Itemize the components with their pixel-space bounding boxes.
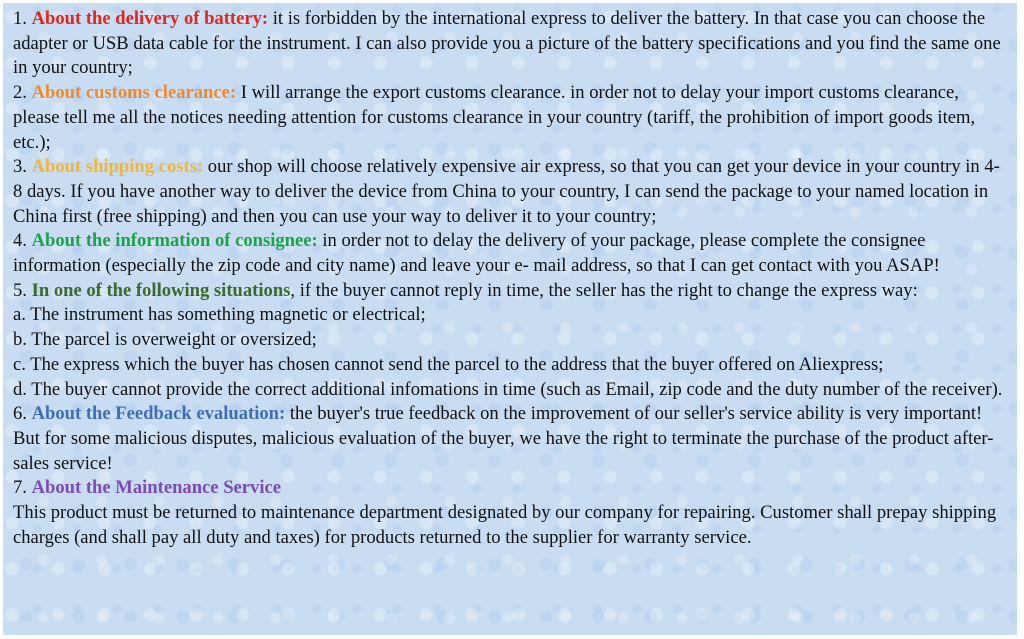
section-6 <box>13 402 1008 476</box>
section-1 <box>13 7 1008 81</box>
section-number: 7. <box>13 477 32 499</box>
section-text: it is forbidden by the international express to deliver the battery. In that case you can choose the adapter or USB data cable for the instrument. I can also provide you a picture of the battery specifications and you find the same one in your country; <box>13 8 1001 79</box>
section-heading: About the delivery of battery: <box>31 8 269 29</box>
section-3 <box>13 155 1008 229</box>
section-heading: About the information of consignee: <box>31 230 318 252</box>
section-number: 1. <box>13 8 32 29</box>
section-text: the buyer's true feedback on the improvement of our seller's service ability is very important! But for some malicious disputes, malicious evaluation of the buyer, we have the right to terminate the purchase of the product after-sales service! <box>13 403 994 474</box>
section-number: 4. <box>13 230 32 252</box>
list-item: c. The express which the buyer has chosen cannot send the parcel to the address that the buyer offered on Aliexpress; <box>13 353 884 375</box>
section-7-body: This product must be returned to maintenance department designated by our company for repairing. Customer shall prepay shipping charges (and shall pay all duty and taxes) for products returned to the supplier for warranty service. <box>13 502 997 548</box>
section-number: 6. <box>13 403 32 425</box>
section-5 <box>13 279 1008 304</box>
section-4 <box>13 229 1008 278</box>
list-item: b. The parcel is overweight or oversized; <box>13 329 317 351</box>
section-heading: About customs clearance: <box>31 82 237 104</box>
section-text: our shop will choose relatively expensive air express, so that you can get your device in your country in 4-8 days. If you have another way to deliver the device from China to your country, I can send the package to your named location in China first (free shipping) and then you can use your way to deliver it to your country; <box>13 156 1000 227</box>
section-text: I will arrange the export customs clearance. in order not to delay your import customs clearance, please tell me all the notices needing attention for customs clearance in your country (tariff, the prohibition of import goods item, etc.); <box>13 82 976 153</box>
policy-panel <box>3 3 1017 635</box>
section-heading: In one of the following situations <box>31 279 291 301</box>
section-2 <box>13 81 1008 155</box>
section-7 <box>13 476 1008 501</box>
section-number: 3. <box>13 156 32 178</box>
list-item: a. The instrument has something magnetic or electrical; <box>13 304 426 326</box>
policy-document <box>13 7 1008 550</box>
section-heading: About the Feedback evaluation: <box>31 403 286 425</box>
section-text: , if the buyer cannot reply in time, the seller has the right to change the express way: <box>290 279 918 301</box>
section-heading: About shipping costs: <box>31 156 204 178</box>
section-heading: About the Maintenance Service <box>31 477 282 499</box>
section-number: 2. <box>13 82 32 104</box>
section-number: 5. <box>13 279 32 301</box>
section-text: in order not to delay the delivery of your package, please complete the consignee information (especially the zip code and city name) and leave your e- mail address, so that I can get contact with you ASAP! <box>13 230 940 277</box>
list-item: d. The buyer cannot provide the correct additional infomations in time (such as Email, zip code and the duty number of the receiver). <box>13 378 1003 400</box>
